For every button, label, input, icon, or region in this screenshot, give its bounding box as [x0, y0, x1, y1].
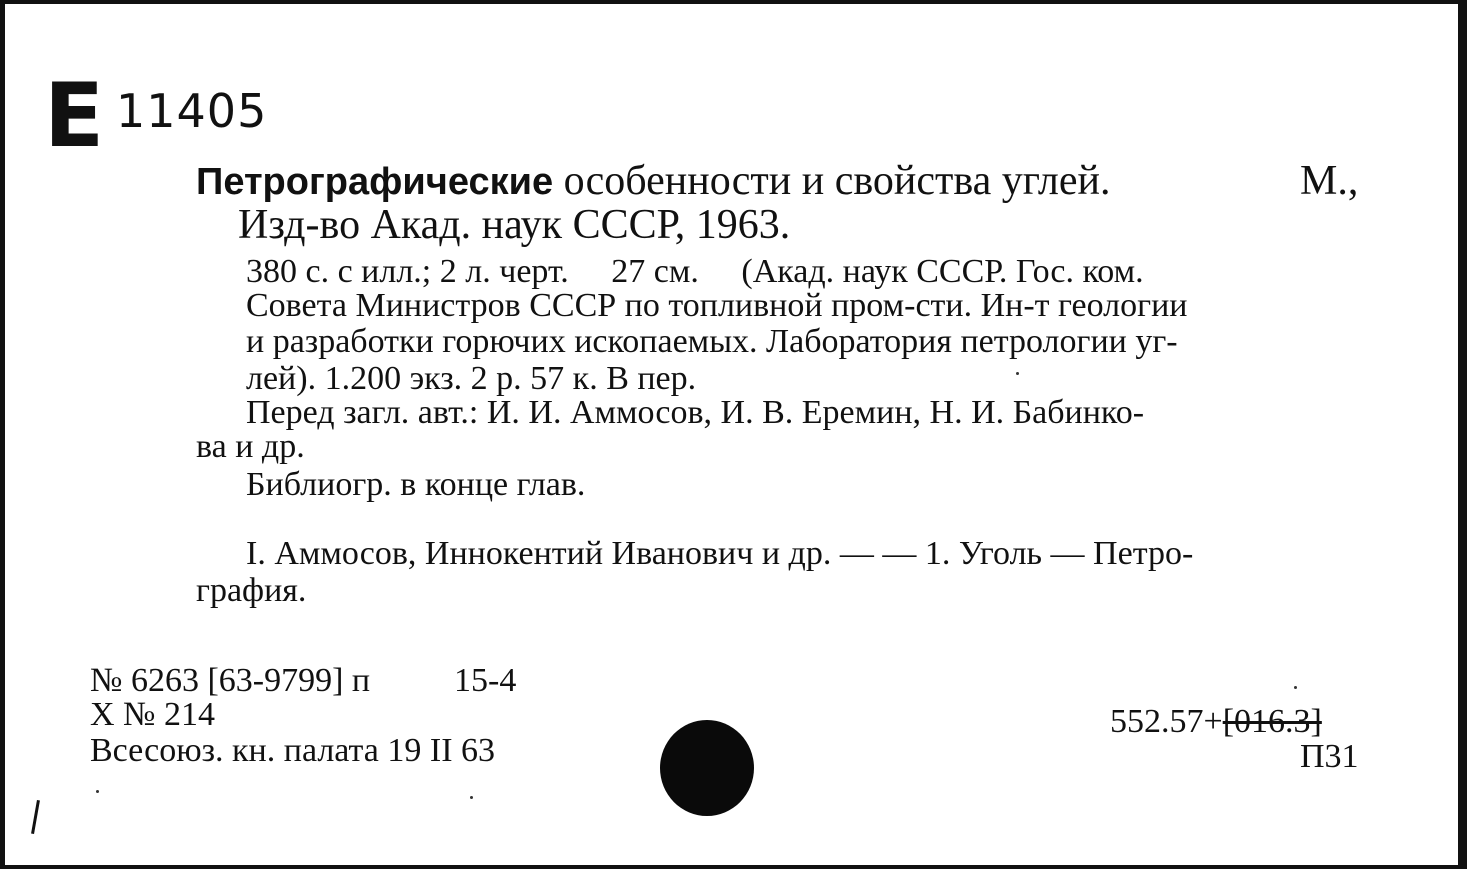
- udc-struck: [016.3]: [1222, 703, 1322, 740]
- tracing-line: графия.: [196, 572, 307, 609]
- issuer-line: Всесоюз. кн. палата 19 II 63: [90, 732, 496, 769]
- description-line: 380 с. с илл.; 2 л. черт. 27 см. (Акад. наук СССР. Гос. ком.: [246, 253, 1144, 290]
- authors-note-line: Перед загл. авт.: И. И. Аммосов, И. В. Еремин, Н. И. Бабинко-: [246, 394, 1145, 431]
- shelf-letter: E: [44, 64, 103, 167]
- library-code: П31: [1300, 738, 1359, 775]
- tracing-line: I. Аммосов, Иннокентий Иванович и др. — — 1. Уголь — Петро-: [246, 535, 1194, 572]
- ink-speck: [96, 790, 99, 793]
- udc-prefix: 552.57+: [1110, 703, 1223, 740]
- ink-speck: [1294, 686, 1297, 689]
- handwritten-number: 11405: [116, 84, 268, 138]
- description-line: и разработки горючих ископаемых. Лаборатория петрологии уг-: [246, 323, 1178, 360]
- title-bold: Петрографические: [196, 161, 554, 203]
- description-line: Совета Министров СССР по топливной пром-сти. Ин-т геологии: [246, 287, 1188, 324]
- title-rest: особенности и свойства углей.: [563, 158, 1111, 204]
- ink-speck: [470, 796, 473, 799]
- place-of-publication: М.,: [1300, 158, 1359, 204]
- authors-note-line: ва и др.: [196, 428, 305, 465]
- udc-classification: [1110, 703, 1322, 740]
- punch-hole: [660, 720, 754, 816]
- series-number: Х № 214: [90, 696, 215, 733]
- record-number: № 6263 [63-9799] п: [90, 662, 371, 699]
- record-code: 15-4: [454, 662, 517, 699]
- ink-speck: [1016, 372, 1019, 375]
- bibliography-note: Библиогр. в конце глав.: [246, 466, 586, 503]
- description-line: лей). 1.200 экз. 2 р. 57 к. В пер.: [246, 360, 697, 397]
- publisher-line: Изд-во Акад. наук СССР, 1963.: [238, 202, 791, 248]
- title-line: [196, 158, 1110, 205]
